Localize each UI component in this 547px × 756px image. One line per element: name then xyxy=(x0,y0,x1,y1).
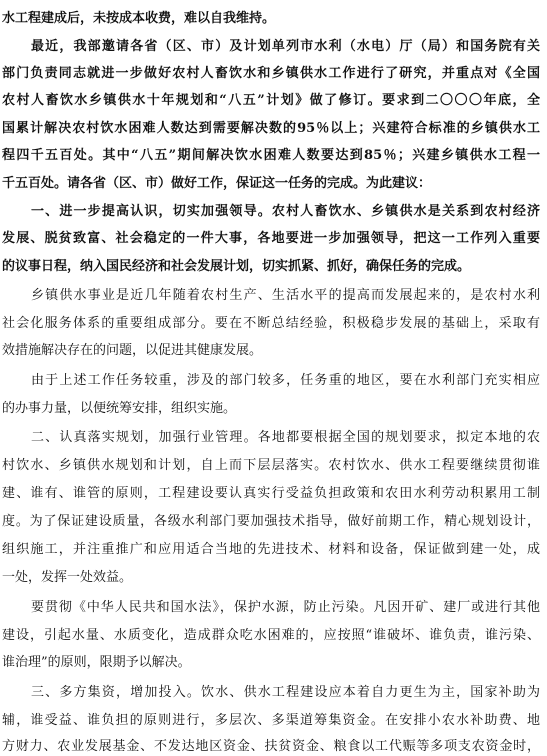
line-text: 由于上述工作任务较重，涉及的部门较多，任务重的地区，要在水利部门充实相应 xyxy=(31,373,540,388)
text-line xyxy=(0,708,547,734)
text-line xyxy=(0,283,547,309)
text-line xyxy=(0,481,547,507)
text-line xyxy=(0,595,547,621)
text-line xyxy=(0,254,547,280)
text-line xyxy=(0,368,547,394)
text-line xyxy=(0,311,547,337)
text-line xyxy=(0,425,547,451)
line-text: 最近，我部邀请各省（区、市）及计划单列市水利（水电）厅（局）和国务院有关 xyxy=(31,39,540,54)
line-text: 辅，谁受益、谁负担的原则进行，多层次、多渠道筹集资金。在安排小农水补助费、地 xyxy=(2,713,540,728)
line-text: 一处，发挥一处效益。 xyxy=(2,570,133,585)
line-text: 水工程建成后，未按成本收费，难以自我维持。 xyxy=(2,11,276,26)
text-line xyxy=(0,171,547,197)
line-text: 效措施解决存在的问题，以促进其健康发展。 xyxy=(2,343,263,358)
text-line xyxy=(0,623,547,649)
line-text: 农村人畜饮水乡镇供水十年规划和“八五”计划》做了修订。要求到二〇〇〇年底，全 xyxy=(2,93,540,108)
line-text: 发展、脱贫致富、社会稳定的一件大事，各地要进一步加强领导，把这一工作列入重要 xyxy=(2,231,540,246)
text-line xyxy=(0,650,547,676)
line-text: 的议事日程，纳入国民经济和社会发展计划，切实抓紧、抓好，确保任务的完成。 xyxy=(2,259,471,274)
line-text: 国累计解决农村饮水困难人数达到需要解决数的95％以上；兴建符合标准的乡镇供水工 xyxy=(2,121,540,136)
line-text: 方财力、农业发展基金、不发达地区资金、扶贫资金、粮食以工代赈等多项支农资金时， xyxy=(2,739,540,754)
text-line xyxy=(0,6,547,32)
line-text: 建、谁有、谁管的原则，工程建设要认真实行受益负担政策和农田水利劳动积累用工制 xyxy=(2,486,540,501)
line-text: 要贯彻《中华人民共和国水法》，保护水源，防止污染。凡因开矿、建厂或进行其他 xyxy=(31,600,540,615)
line-text: 建设，引起水量、水质变化，造成群众吃水困难的，应按照“谁破坏、谁负责，谁污染、 xyxy=(2,628,540,643)
line-text: 一、进一步提高认识，切实加强领导。农村人畜饮水、乡镇供水是关系到农村经济 xyxy=(31,204,540,219)
line-text: 部门负责同志就进一步做好农村人畜饮水和乡镇供水工作进行了研究，并重点对《全国 xyxy=(2,66,540,81)
line-text: 二、认真落实规划，加强行业管理。各地都要根据全国的规划要求，拟定本地的农 xyxy=(31,430,540,445)
text-line xyxy=(0,680,547,706)
text-line xyxy=(0,734,547,756)
text-line xyxy=(0,537,547,563)
text-line xyxy=(0,199,547,225)
line-text: 社会化服务体系的重要组成部分。要在不断总结经验，积极稳步发展的基础上，采取有 xyxy=(2,316,540,331)
text-line xyxy=(0,565,547,591)
text-line xyxy=(0,116,547,142)
text-line xyxy=(0,338,547,364)
line-text: 乡镇供水事业是近几年随着农村生产、生活水平的提高而发展起来的，是农村水利 xyxy=(31,288,540,303)
line-text: 村饮水、乡镇供水规划和计划，自上而下层层落实。农村饮水、供水工程要继续贯彻谁 xyxy=(2,458,540,473)
line-text: 度。为了保证建设质量，各级水利部门要加强技术指导，做好前期工作，精心规划设计， xyxy=(2,514,540,529)
text-line xyxy=(0,143,547,169)
line-text: 千五百处。请各省（区、市）做好工作，保证这一任务的完成。为此建议： xyxy=(2,176,432,191)
line-text: 谁治理”的原则，限期予以解决。 xyxy=(2,655,191,670)
line-text: 的办事力量，以便统筹安排，组织实施。 xyxy=(2,401,237,416)
text-line xyxy=(0,509,547,535)
line-text: 三、多方集资，增加投入。饮水、供水工程建设应本着自力更生为主，国家补助为 xyxy=(31,685,540,700)
text-line xyxy=(0,453,547,479)
line-text: 程四千五百处。其中“八五”期间解决饮水困难人数要达到85％；兴建乡镇供水工程一 xyxy=(2,148,540,163)
text-line xyxy=(0,88,547,114)
text-line xyxy=(0,61,547,87)
text-line xyxy=(0,226,547,252)
text-line xyxy=(0,396,547,422)
text-line xyxy=(0,34,547,60)
line-text: 组织施工，并注重推广和应用适合当地的先进技术、材料和设备，保证做到建一处，成 xyxy=(2,542,540,557)
